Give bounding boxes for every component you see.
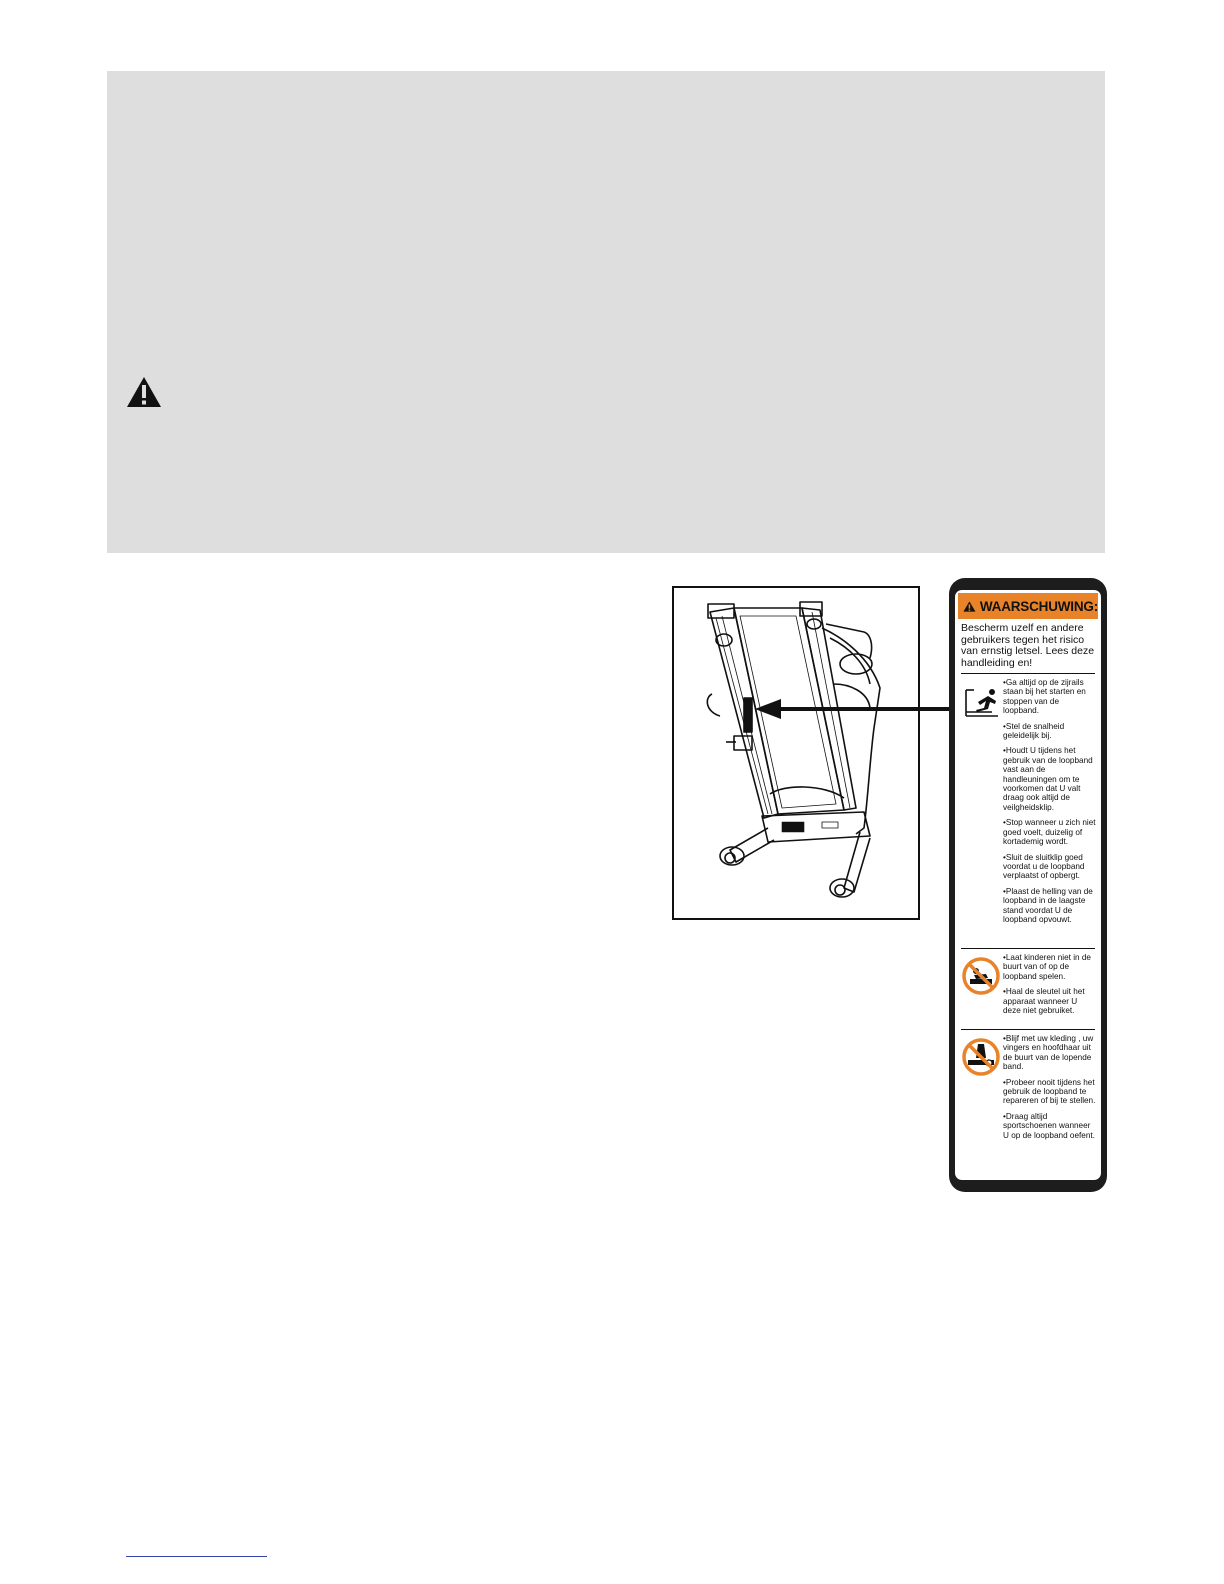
warning-decal-intro: Bescherm uzelf en andere gebruikers tegen het risico van ernstig letsel. Lees deze handleiding en! [961, 622, 1095, 669]
warning-decal-title: WAARSCHUWING: [979, 598, 1098, 614]
pointer-arrow [755, 697, 955, 721]
decal-item: •Blijf met uw kleding , uw vingers en hoofdhaar uit de buurt van de lopende band. [1003, 1034, 1094, 1072]
decal-item: •Ga altijd op de zijrails staan bij het starten en stoppen van de loopband. [1003, 678, 1086, 716]
decal-item: •Plaast de helling van de loopband in de laagste stand voordat U de loopband opvouwt. [1003, 886, 1093, 924]
no-children-icon [962, 957, 1000, 995]
treadmill-illustration [672, 586, 920, 920]
decal-section-fall [955, 674, 1101, 946]
decal-item: •Stop wanneer u zich niet goed voelt, duizelig of kortademig wordt. [1003, 818, 1096, 847]
decal-item: •Haal de sleutel uit het apparaat wanneer U deze niet gebruiket. [1003, 987, 1085, 1016]
decal-item: •Draag altijd sportschoenen wanneer U op de loopband oefent. [1003, 1111, 1095, 1140]
decal-item: •Laat kinderen niet in de buurt van of op de loopband spelen. [1003, 953, 1091, 981]
warning-decal-header [958, 593, 1098, 619]
warning-triangle-icon [963, 600, 976, 613]
pinch-hazard-icon [962, 1038, 1000, 1076]
warning-triangle-icon [126, 376, 162, 408]
warning-decal-body [955, 590, 1101, 1180]
decal-item: •Sluit de sluitklip goed voordat u de loopband verplaatst of opbergt. [1003, 852, 1085, 881]
fall-hazard-icon [962, 684, 1000, 722]
decal-item: •Stel de snalheid geleidelijk bij. [1003, 721, 1065, 741]
decal-section-pinch [955, 1030, 1101, 1140]
decal-item: •Probeer nooit tijdens het gebruik de loopband te repareren of bij te stellen. [1003, 1077, 1096, 1106]
decal-section-children [955, 949, 1101, 1027]
decal-item: •Houdt U tijdens het gebruik van de loopband vast aan de handleuningen om te voorkomen dat U valt draag ook altijd de veilgheidsklip. [1003, 746, 1093, 812]
warning-decal [949, 578, 1107, 1192]
instruction-panel [107, 71, 1105, 553]
footer-link-underline [126, 1556, 267, 1557]
folded-treadmill-drawing [674, 588, 918, 918]
